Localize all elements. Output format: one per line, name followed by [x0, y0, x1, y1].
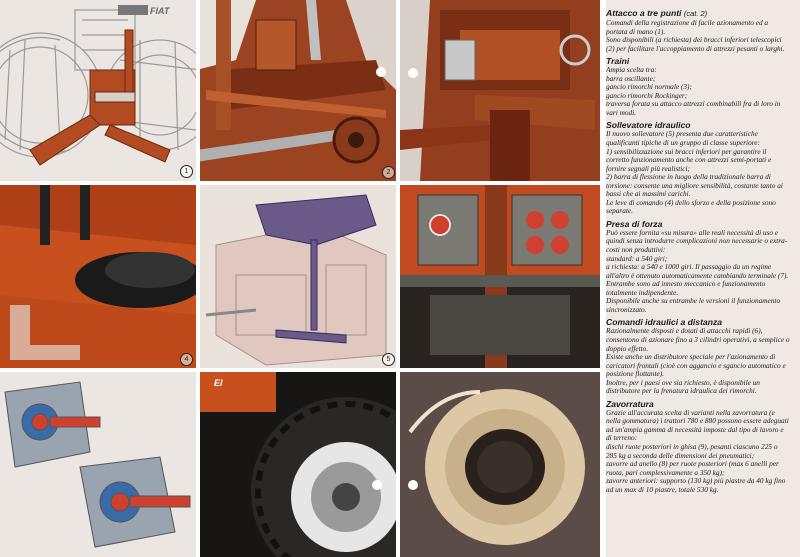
gutter: [396, 0, 400, 557]
gutter: [196, 0, 200, 557]
photo-marker-dot: [372, 480, 382, 490]
section-heading: Zavorratura: [606, 398, 654, 409]
section-presa-di-forza: [606, 219, 790, 314]
illustration-hydraulic-lift: [196, 185, 396, 368]
section-paragraph: Può essere fornita «su misura» alle reali necessità di uso e quindi senza introdurre complicazioni non necessarie o extra-costi non produttivi:: [606, 227, 788, 255]
section-heading: Traini: [606, 56, 630, 67]
section-paragraph: barra oscillante;: [606, 73, 656, 83]
photo-hitch-closeup: [196, 0, 396, 181]
section-heading: Sollevatore idraulico: [606, 120, 691, 131]
section-paragraph: 1) sensibilizzazione sui bracci inferiori per garantire il corretto funzionamento anche con attrezzi semi-portati e fornire segnali più realistici;: [606, 146, 772, 173]
section-heading: Comandi idraulici a distanza: [606, 317, 723, 328]
section-traini: [606, 56, 790, 117]
section-paragraph: traversa forata su attacco attrezzi combinabili fra di loro in vari modi.: [606, 99, 781, 117]
section-paragraph: gancio rimorchi Rockinger;: [606, 90, 688, 100]
photo-marker-dot: [376, 67, 386, 77]
section-paragraph: Entrambe sono ad innesto meccanico e funzionamento totalmente indipendente.: [606, 279, 766, 297]
section-paragraph: Il nuovo sollevatore (5) presenta due caratteristiche qualificanti tipiche di un gruppo di classe superiore:: [606, 129, 760, 148]
section-paragraph: Ampia scelta tra:: [606, 65, 657, 75]
section-paragraph: zavorre anteriori: supporto (130 kg) più piastre da 40 kg fino ad un max di 10 piastre, totale 530 kg.: [606, 476, 786, 494]
section-paragraph: a richiesta: a 540 e 1000 giri. Il passaggio da un regime all'altro è ottenuto automaticamente cambiando terminale (7).: [606, 262, 789, 280]
section-paragraph: gancio rimorchi normale (3);: [606, 82, 692, 92]
section-paragraph: standard: a 540 giri;: [606, 253, 668, 263]
photo-number-4: 4: [180, 353, 193, 366]
brand-stamp: FIAT: [150, 6, 170, 16]
tire-brand-stamp: EI: [214, 378, 223, 388]
section-paragraph: Le leve di comando (4) dello sforzo e della posizione sono separate.: [606, 197, 776, 216]
gutter: [0, 368, 600, 372]
photo-number-5: 5: [382, 353, 395, 366]
section-paragraph: Disponibile anche su entrambe le versioni il funzionamento sincronizzato.: [606, 296, 781, 314]
illustration-three-point-hitch: [0, 0, 196, 181]
text-column: [606, 8, 790, 553]
photo-number-1: 1: [180, 165, 193, 178]
gutter: [0, 181, 600, 185]
illustration-pto-gears: [0, 372, 196, 557]
photo-number-2: 2: [382, 166, 395, 179]
section-comandi-idraulici: [606, 317, 790, 395]
section-paragraph: zavorre ad anello (8) per ruote posteriori (max 6 anelli per ruota, pari complessivamente a 350 kg);: [606, 459, 779, 477]
photo-tow-hook: [400, 0, 600, 181]
section-paragraph: Grazie all'accurata scelta di varianti nella zavorratura (e nella gommatura) i trattori 780 e 880 possono essere adeguati ad un'ampia gamma di necessità imposte dal tipo di lavoro e di terreno:: [606, 407, 789, 443]
section-paragraph: 2) barra di flessione in luogo della tradizionale barra di torsione: consente una migliore sensibilità, costante tanto ai bassi che ai massimi carichi.: [606, 172, 783, 199]
section-attacco: [606, 8, 790, 53]
section-heading: Attacco a tre punti (cat. 2): [606, 8, 708, 18]
section-paragraph: dischi ruote posteriori in ghisa (9), pesanti ciascuno 225 o 285 kg a seconda delle dimensioni dei pneumatici;: [606, 441, 778, 460]
photo-rear-tire: [196, 372, 396, 557]
section-heading: Presa di forza: [606, 218, 663, 229]
section-zavorratura: [606, 399, 790, 494]
photo-hydraulic-couplings: [400, 185, 600, 368]
photo-ring-ballast: [400, 372, 600, 557]
photo-marker-dot: [408, 480, 418, 490]
photo-cab-levers: [0, 185, 196, 368]
section-paragraph: Comandi della registrazione di facile azionamento ed a portata di mano (1).: [606, 18, 769, 36]
section-paragraph: Razionalmente disposti e dotati di attacchi rapidi (6), consentono di azionare fino a 3 cilindri operativi, a semplice o doppio effetto.: [606, 326, 790, 353]
section-paragraph: Sono disponibili (a richiesta) dei bracci inferiori telescopici (2) per facilitare l'accoppiamento di attrezzi pesanti o larghi.: [606, 35, 785, 53]
photo-marker-dot: [408, 68, 418, 78]
section-paragraph: Esiste anche un distributore speciale per l'azionamento di caricatori frontali (cioè con aggancio e sgancio automatico e posizione flottante).: [606, 352, 786, 379]
section-sollevatore: [606, 120, 790, 215]
section-paragraph: Inoltre, per i paesi ove sia richiesto, è disponibile un distributore per la frenatura idraulica dei rimorchi.: [606, 377, 760, 396]
